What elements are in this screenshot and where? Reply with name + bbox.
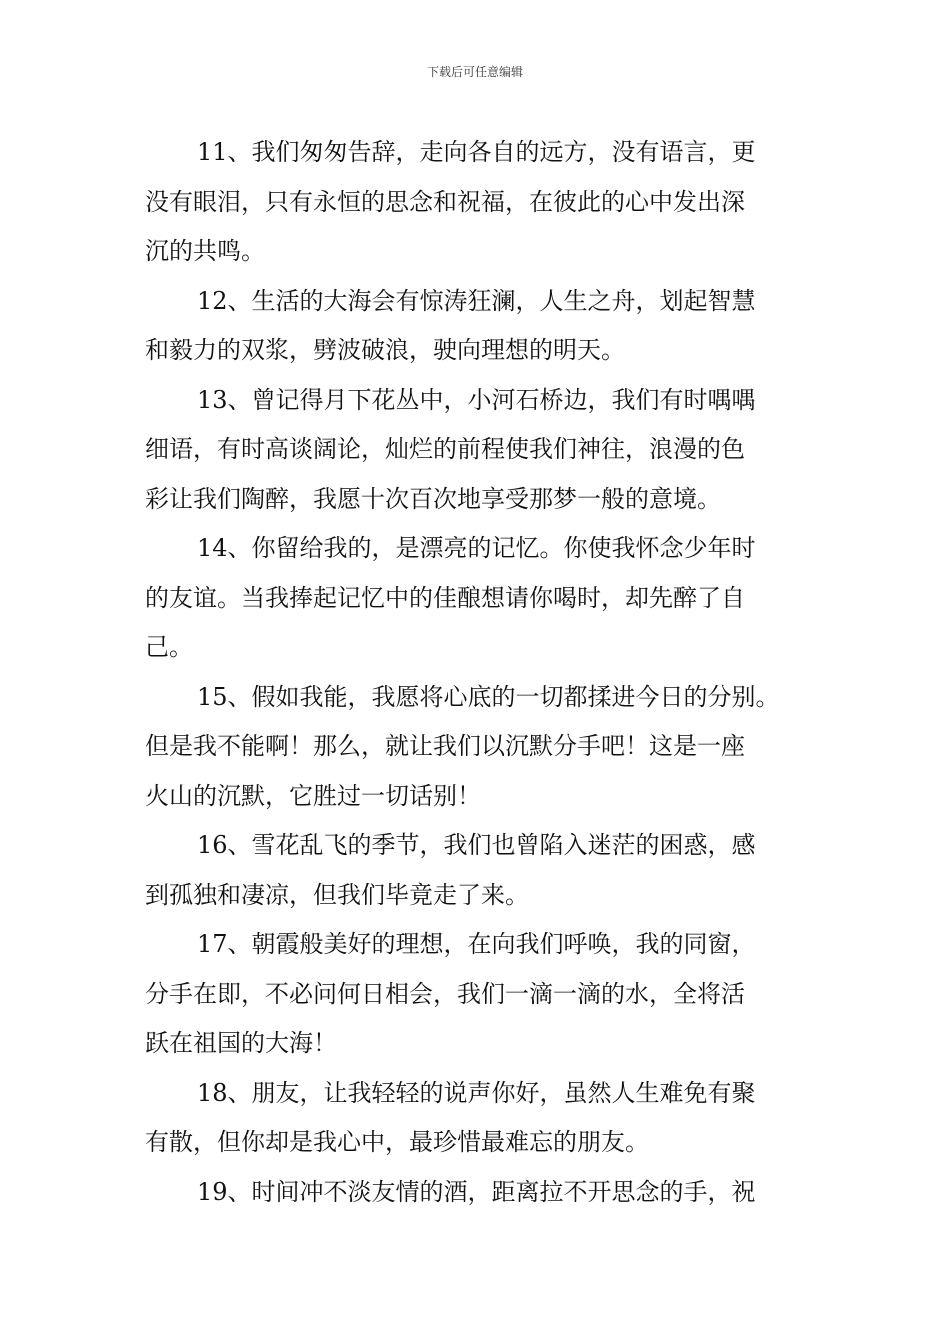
paragraph-line: 但是我不能啊！那么，就让我们以沉默分手吧！这是一座 [145, 732, 745, 760]
paragraph-13 [145, 376, 815, 525]
paragraph-line: 16、雪花乱飞的季节，我们也曾陷入迷茫的困惑，感 [197, 831, 756, 859]
paragraph-18 [145, 1069, 815, 1168]
paragraph-line: 己。 [145, 633, 193, 661]
paragraph-line: 15、假如我能，我愿将心底的一切都揉进今日的分别。 [197, 682, 780, 711]
paragraph-line: 14、你留给我的，是漂亮的记忆。你使我怀念少年时 [197, 534, 756, 562]
paragraph-19 [145, 1168, 815, 1218]
paragraph-line: 火山的沉默，它胜过一切话别！ [145, 781, 481, 810]
paragraph-15 [145, 673, 815, 822]
paragraph-line: 11、我们匆匆告辞，走向各自的远方，没有语言，更 [197, 138, 756, 166]
paragraph-line: 有散，但你却是我心中，最珍惜最难忘的朋友。 [145, 1128, 649, 1156]
paragraph-11 [145, 128, 815, 277]
paragraph-16 [145, 821, 815, 920]
paragraph-line: 彩让我们陶醉，我愿十次百次地享受那梦一般的意境。 [145, 484, 721, 513]
paragraph-line: 17、朝霞般美好的理想，在向我们呼唤，我的同窗， [197, 930, 756, 958]
header-watermark: 下载后可任意编辑 [426, 65, 523, 79]
paragraph-line: 19、时间冲不淡友情的酒，距离拉不开思念的手，祝 [197, 1177, 756, 1206]
paragraph-line: 细语，有时高谈阔论，灿烂的前程使我们神往，浪漫的色 [145, 435, 745, 463]
paragraph-line: 的友谊。当我捧起记忆中的佳酿想请你喝时，却先醉了自 [145, 583, 745, 612]
document-body [145, 128, 815, 1217]
paragraph-line: 13、曾记得月下花丛中，小河石桥边，我们有时喁喁 [197, 385, 756, 414]
paragraph-line: 没有眼泪，只有永恒的思念和祝福，在彼此的心中发出深 [145, 187, 745, 216]
paragraph-line: 跃在祖国的大海！ [145, 1029, 337, 1057]
paragraph-17 [145, 920, 815, 1069]
paragraph-line: 18、朋友，让我轻轻的说声你好，虽然人生难免有聚 [197, 1078, 756, 1107]
paragraph-line: 和毅力的双浆，劈波破浪，驶向理想的明天。 [145, 336, 625, 364]
paragraph-line: 12、生活的大海会有惊涛狂澜，人生之舟，划起智慧 [197, 286, 756, 315]
paragraph-line: 沉的共鸣。 [145, 237, 265, 265]
paragraph-12 [145, 277, 815, 376]
paragraph-line: 分手在即，不必问何日相会，我们一滴一滴的水，全将活 [145, 979, 745, 1008]
paragraph-14 [145, 524, 815, 673]
paragraph-line: 到孤独和凄凉，但我们毕竟走了来。 [145, 880, 529, 909]
